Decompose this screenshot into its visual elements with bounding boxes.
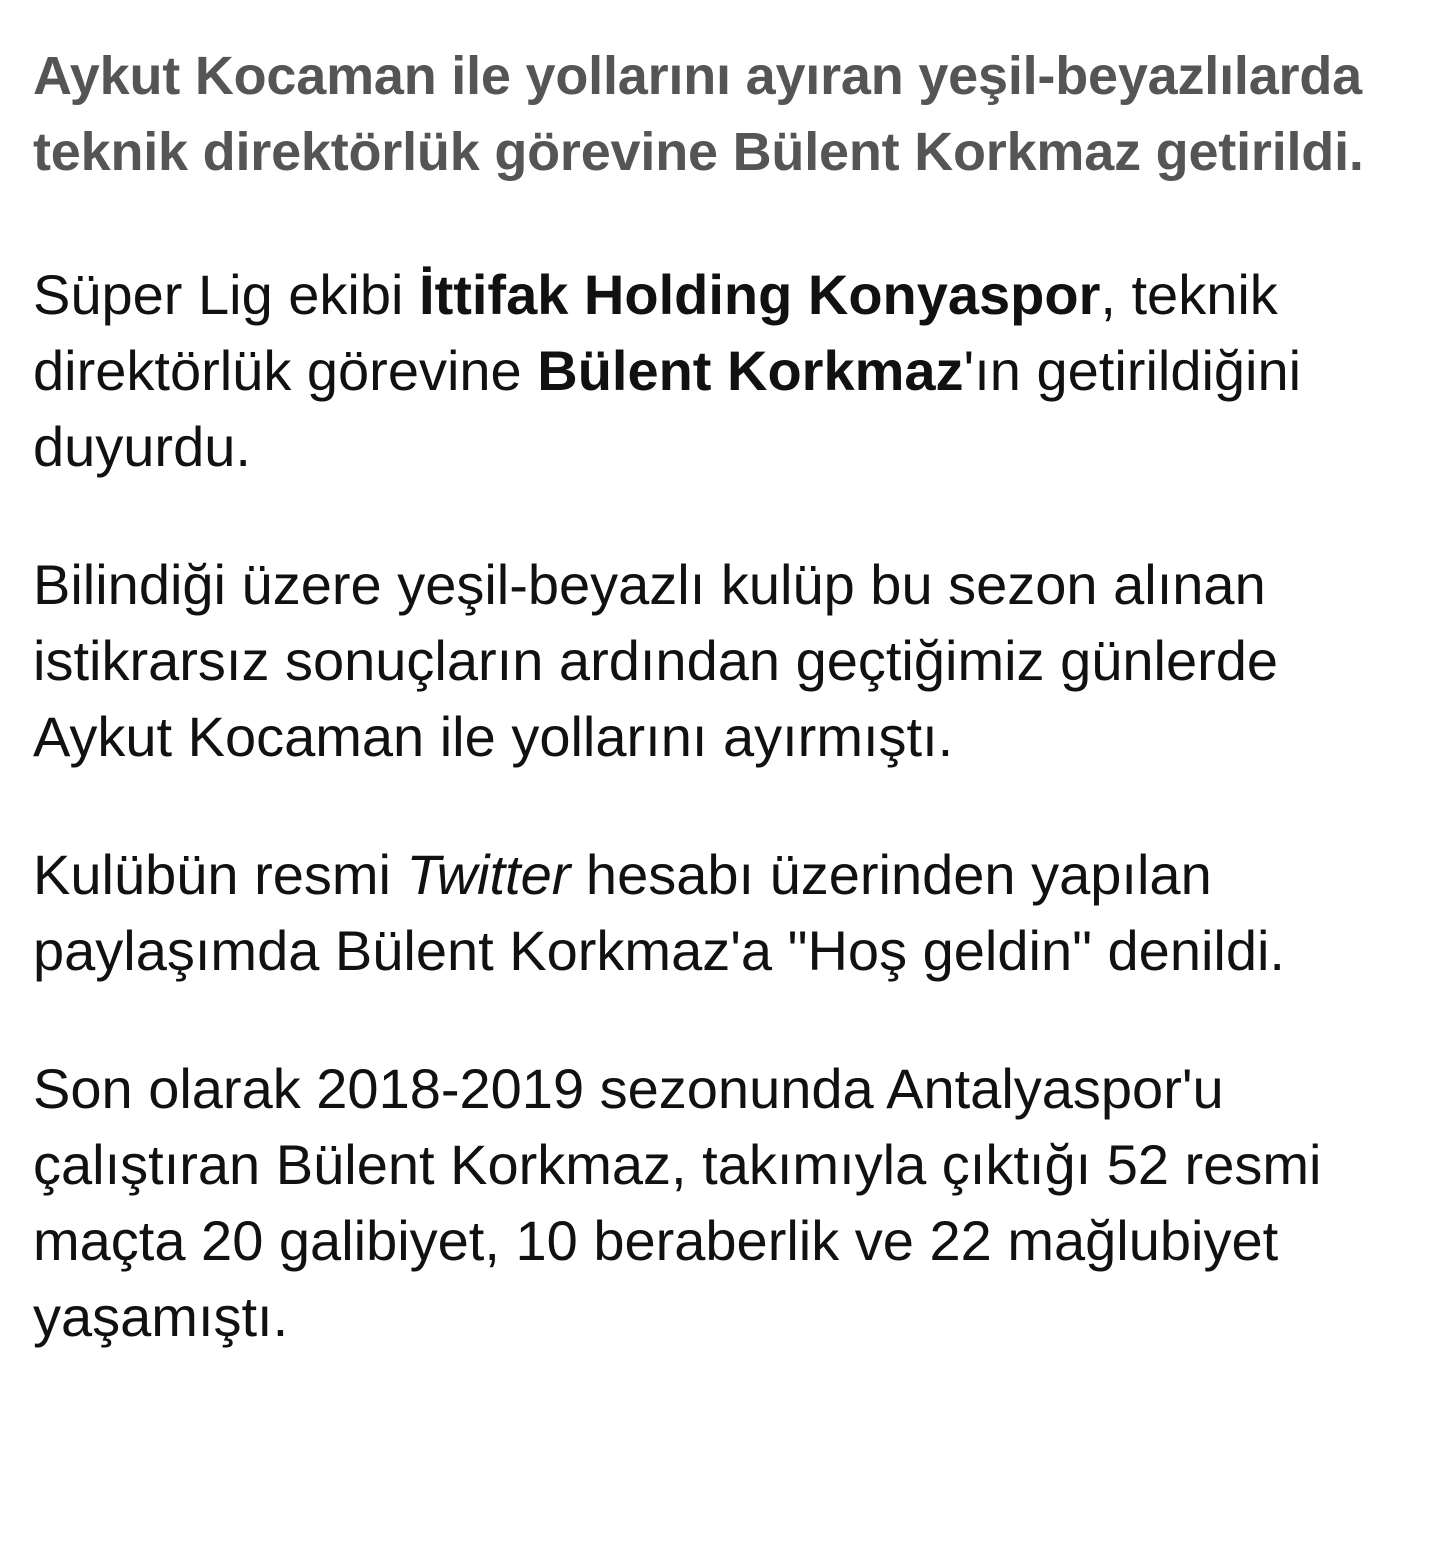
paragraph-background: Bilindiği üzere yeşil-beyazlı kulüp bu sezon alınan istikrarsız sonuçların ardından geçtiğimiz günlerde Aykut Kocaman ile yollarını ayırmıştı. <box>33 553 1279 768</box>
paragraph-text: 'ın getirildiğini duyurdu. <box>33 339 1302 478</box>
paragraph-text: , teknik direktörlük görevine <box>33 263 1278 402</box>
article-body <box>33 38 1413 1355</box>
coach-name: Bülent Korkmaz <box>537 339 964 402</box>
paragraph-record: Son olarak 2018-2019 sezonunda Antalyaspor'u çalıştıran Bülent Korkmaz, takımıyla çıktığı 52 resmi maçta 20 galibiyet, 10 beraberlik ve 22 mağlubiyet yaşamıştı. <box>33 1057 1322 1348</box>
paragraph-text: hesabı üzerinden yapılan paylaşımda Bülent Korkmaz'a "Hoş geldin" denildi. <box>33 843 1285 982</box>
paragraph-twitter <box>33 837 1413 989</box>
platform-name: Twitter <box>406 843 571 906</box>
paragraph-announcement <box>33 257 1413 485</box>
paragraph-text: Kulübün resmi <box>33 843 407 906</box>
club-name: İttifak Holding Konyaspor <box>419 263 1101 326</box>
paragraph-text: Süper Lig ekibi <box>33 263 420 326</box>
article-lede: Aykut Kocaman ile yollarını ayıran yeşil-beyazlılarda teknik direktörlük görevine Bülent Korkmaz getirildi. <box>33 46 1364 182</box>
